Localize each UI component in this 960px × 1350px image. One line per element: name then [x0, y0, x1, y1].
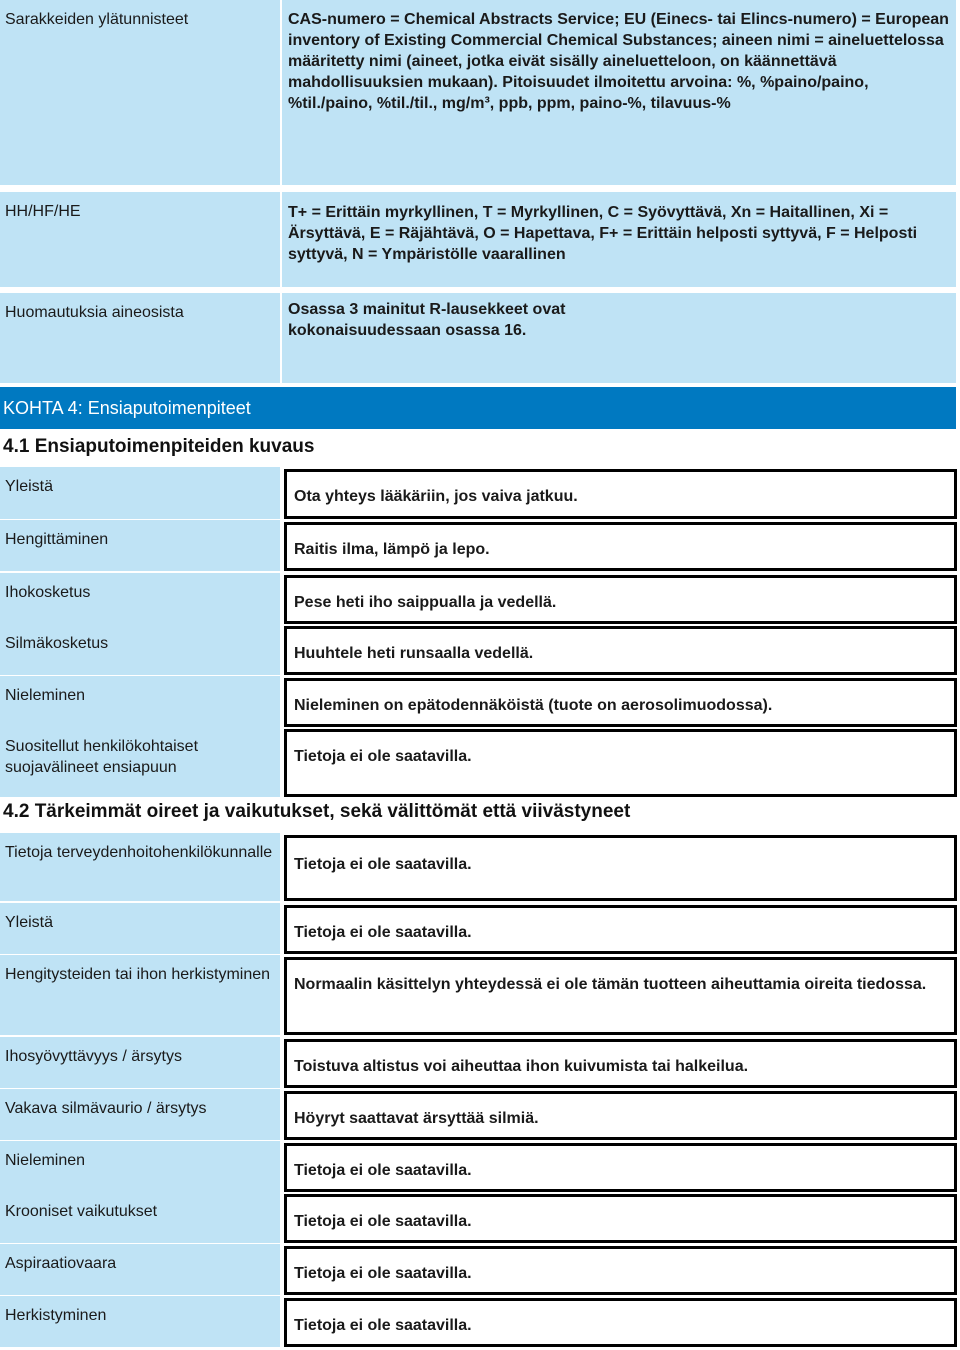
row-label-cell — [0, 955, 280, 1035]
row-label: Aspiraatiovaara — [5, 1255, 117, 1272]
row-value: Toistuva altistus voi aiheuttaa ihon kuivumista tai halkeilua. — [284, 1039, 957, 1088]
row-label: Silmäkosketus — [5, 635, 109, 652]
row-label-cell — [0, 467, 280, 519]
row-value: Tietoja ei ole saatavilla. — [284, 1194, 957, 1243]
row-value: Tietoja ei ole saatavilla. — [284, 1298, 957, 1347]
hazard-value-cell — [282, 192, 956, 287]
row-label: Ihokosketus — [5, 584, 91, 601]
row-label-cell — [0, 833, 280, 901]
row-value: Normaalin käsittelyn yhteydessä ei ole tämän tuotteen aiheuttamia oireita tiedossa. — [284, 957, 957, 1035]
row-value: Tietoja ei ole saatavilla. — [284, 729, 957, 797]
row-label-cell — [0, 520, 280, 571]
row-label: Hengitysteiden tai ihon herkistyminen — [5, 966, 271, 983]
row-label-cell — [0, 1141, 280, 1192]
notes-value: Osassa 3 mainitut R-lausekkeet ovat kokonaisuudessaan osassa 16. — [288, 301, 566, 339]
row-label: Nieleminen — [5, 1152, 86, 1169]
row-label-cell — [0, 624, 280, 675]
notes-value-cell — [282, 293, 956, 383]
row-value: Tietoja ei ole saatavilla. — [284, 1143, 957, 1192]
row-label-cell — [0, 1296, 280, 1347]
row-label: Ihosyövyttävyys / ärsytys — [5, 1048, 182, 1065]
notes-label: Huomautuksia aineosista — [5, 304, 184, 321]
hazard-value: T+ = Erittäin myrkyllinen, T = Myrkyllinen, C = Syövyttävä, Xn = Haitallinen, Xi = Ärsyttävä, E = Räjähtävä, O = Hapettava, F+ = Erittäin helposti syttyvä, F = Helposti syttyvä, N = Ympäristölle vaarallinen — [288, 204, 918, 263]
row-label-cell — [0, 903, 280, 954]
row-value: Höyryt saattavat ärsyttää silmiä. — [284, 1091, 957, 1140]
row-value: Ota yhteys lääkäriin, jos vaiva jatkuu. — [284, 469, 957, 519]
row-label: Nieleminen — [5, 687, 86, 704]
row-label: Hengittäminen — [5, 531, 109, 548]
row-value: Tietoja ei ole saatavilla. — [284, 835, 957, 901]
row-label: Yleistä — [5, 478, 54, 495]
row-label-cell — [0, 727, 280, 797]
notes-label-cell — [0, 293, 280, 383]
row-value: Nieleminen on epätodennäköistä (tuote on aerosolimuodossa). — [284, 678, 957, 727]
subsection-title-4-1: 4.1 Ensiaputoimenpiteiden kuvaus — [3, 436, 315, 457]
legend-label-cell — [0, 0, 280, 185]
row-value: Raitis ilma, lämpö ja lepo. — [284, 522, 957, 571]
row-label: Yleistä — [5, 914, 54, 931]
row-label: Herkistyminen — [5, 1307, 107, 1324]
row-label: Suositellut henkilökohtaiset suojavälineet ensiapuun — [5, 738, 199, 776]
row-value: Pese heti iho saippualla ja vedellä. — [284, 575, 957, 624]
row-label-cell — [0, 1037, 280, 1088]
row-label-cell — [0, 676, 280, 727]
row-label-cell — [0, 573, 280, 624]
row-label-cell — [0, 1089, 280, 1140]
row-value: Huuhtele heti runsaalla vedellä. — [284, 626, 957, 675]
row-value: Tietoja ei ole saatavilla. — [284, 1246, 957, 1295]
legend-value: CAS-numero = Chemical Abstracts Service; EU (Einecs- tai Elincs-numero) = European inventory of Existing Commercial Chemical Substances; aineen nimi = aineluettelossa määritetty nimi (aineet, jotka eivät sisälly aineluetteloon, on käännettävä mahdollisuuksien mukaan). Pitoisuudet ilmoitettu arvoina: %, %paino/paino, %til./paino, %til./til., mg/m³, ppb, ppm, paino-%, tilavuus-% — [288, 11, 949, 112]
hazard-label-cell — [0, 192, 280, 287]
legend-value-cell — [282, 0, 956, 185]
row-label: Krooniset vaikutukset — [5, 1203, 158, 1220]
row-label: Tietoja terveydenhoitohenkilökunnalle — [5, 844, 273, 861]
row-value: Tietoja ei ole saatavilla. — [284, 905, 957, 954]
subsection-title-4-2: 4.2 Tärkeimmät oireet ja vaikutukset, sekä välittömät että viivästyneet — [3, 801, 631, 822]
section-bar: KOHTA 4: Ensiaputoimenpiteet — [0, 387, 956, 429]
row-label: Vakava silmävaurio / ärsytys — [5, 1100, 207, 1117]
row-label-cell — [0, 1244, 280, 1295]
legend-label: Sarakkeiden ylätunnisteet — [5, 11, 189, 28]
row-label-cell — [0, 1192, 280, 1243]
hazard-label: HH/HF/HE — [5, 203, 81, 220]
